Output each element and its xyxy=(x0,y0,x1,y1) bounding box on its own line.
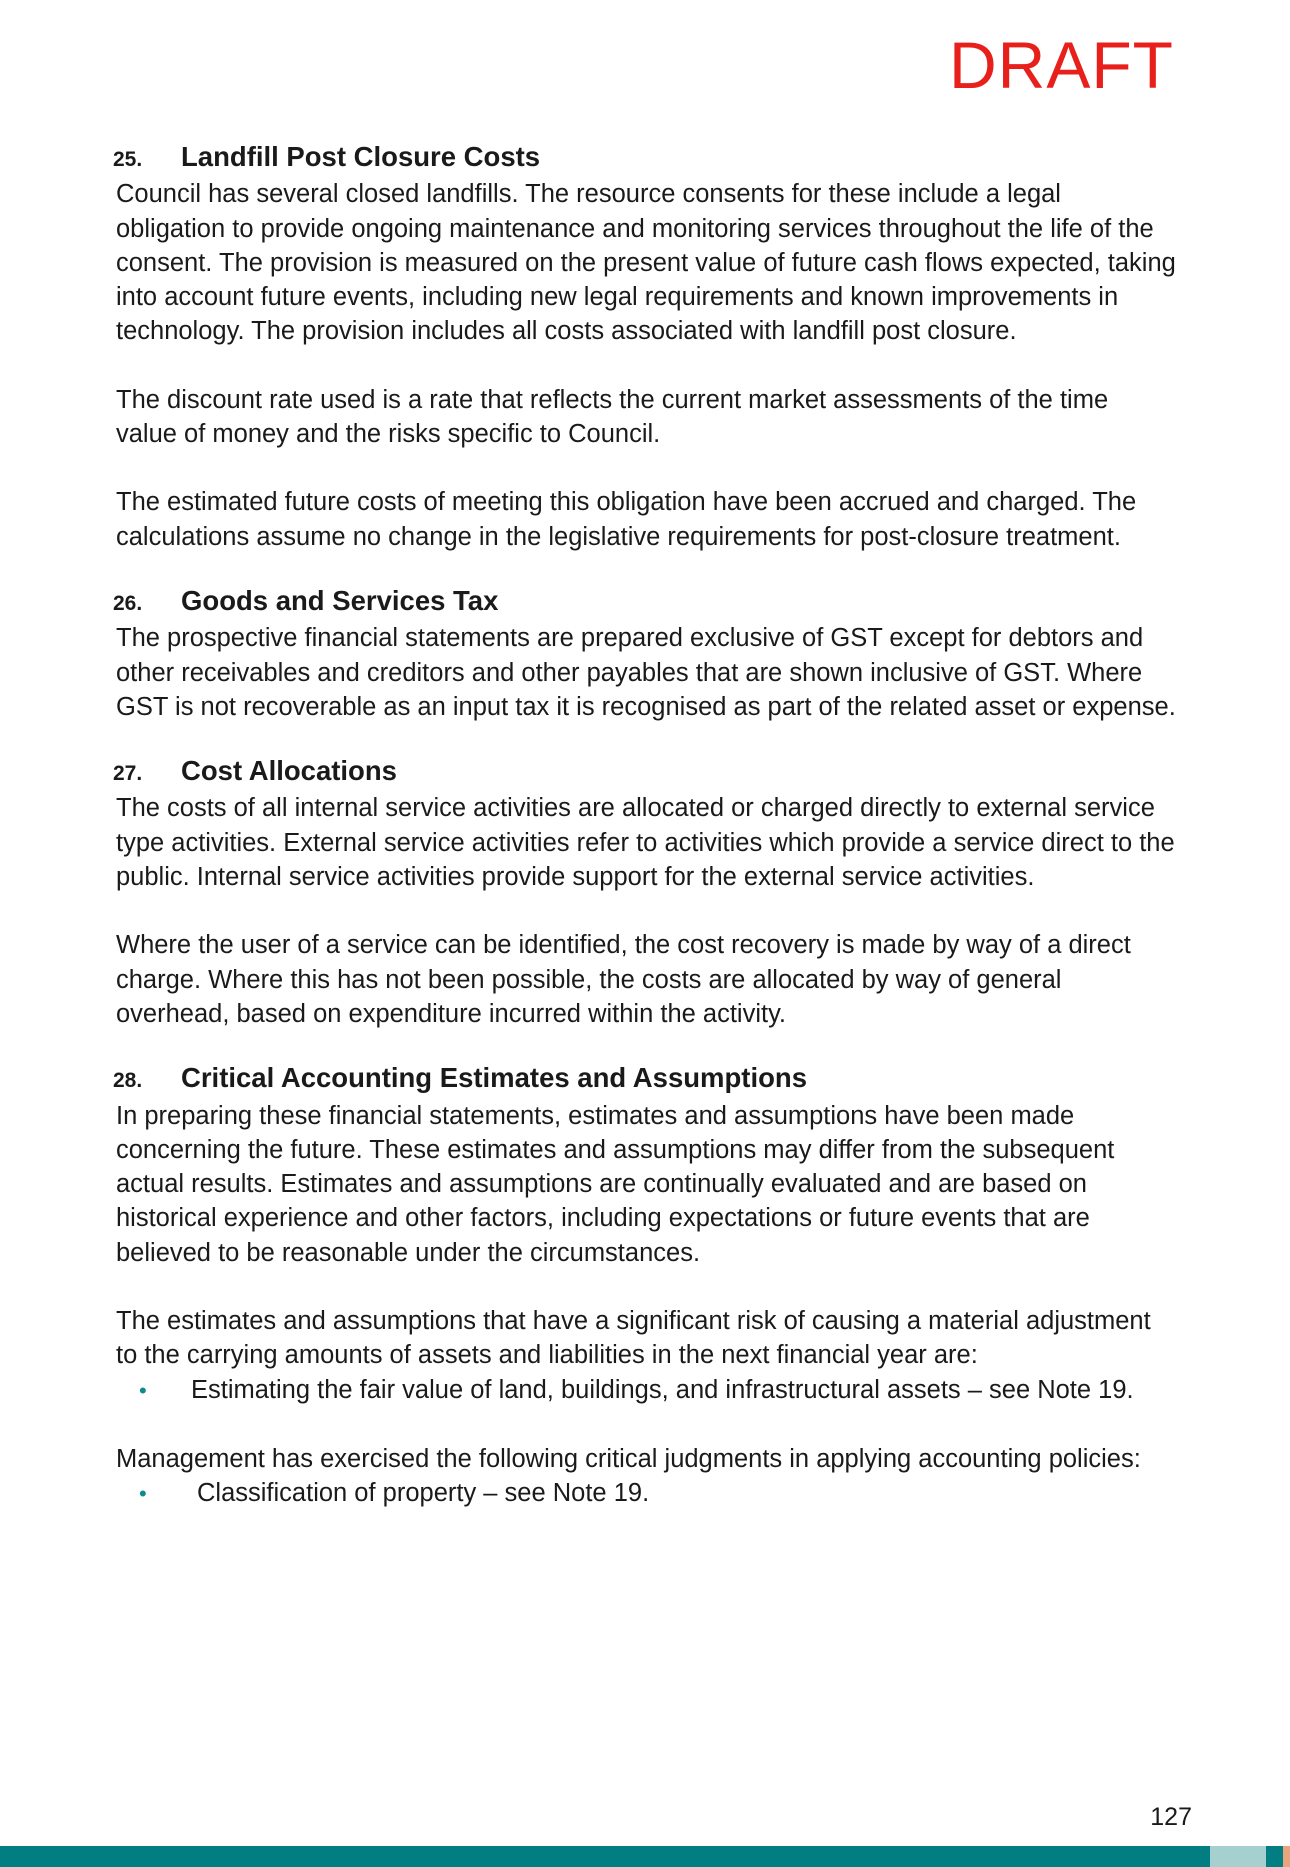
draft-watermark: DRAFT xyxy=(949,28,1174,102)
section-27 xyxy=(113,754,1176,1031)
section-heading xyxy=(113,754,1176,791)
list-item xyxy=(139,1373,1176,1408)
paragraph: Council has several closed landfills. The resource consents for these include a legal obligation to provide ongoing maintenance and monitoring services throughout the life of the consent. The provision is measured on the present value of future cash flows expected, taking into account future events, including new legal requirements and known improvements in technology. The provision includes all costs associated with landfill post closure. xyxy=(116,180,1176,346)
footer-accent-orange xyxy=(1283,1846,1290,1867)
paragraph: In preparing these financial statements, estimates and assumptions have been made concerning the future. These estimates and assumptions may differ from the subsequent actual results. Estimates and assumptions are continually evaluated and are based on historical experience and other factors, including expectations or future events that are believed to be reasonable under the circumstances. xyxy=(116,1101,1115,1267)
section-25 xyxy=(113,140,1176,554)
paragraph: Management has exercised the following critical judgments in applying accounting policies: xyxy=(116,1444,1141,1473)
footer-bar xyxy=(0,1846,1290,1867)
section-28 xyxy=(113,1061,1176,1511)
section-number: 26. xyxy=(113,591,143,615)
section-number: 25. xyxy=(113,148,143,171)
section-heading xyxy=(113,140,1176,177)
list-item xyxy=(139,1476,1176,1511)
footer-accent-light xyxy=(1210,1846,1266,1867)
section-title: Critical Accounting Estimates and Assumptions xyxy=(181,1062,807,1094)
bullet-icon: • xyxy=(139,1481,147,1507)
section-heading xyxy=(113,1061,1176,1098)
section-title: Cost Allocations xyxy=(181,755,397,787)
section-number: 28. xyxy=(113,1069,143,1093)
list-item-text: Estimating the fair value of land, buildings, and infrastructural assets – see Note 19. xyxy=(191,1375,1134,1404)
document-body xyxy=(113,140,1176,1542)
section-title: Goods and Services Tax xyxy=(181,584,499,616)
paragraph: The prospective financial statements are prepared exclusive of GST except for debtors and other receivables and creditors and other payables that are shown inclusive of GST. Where GST is not recoverable as an input tax it is recognised as part of the related asset or expense. xyxy=(116,624,1176,721)
paragraph: The discount rate used is a rate that reflects the current market assessments of the time value of money and the risks specific to Council. xyxy=(116,385,1109,449)
page-number: 127 xyxy=(1150,1803,1192,1831)
paragraph: The estimated future costs of meeting this obligation have been accrued and charged. The calculations assume no change in the legislative requirements for post-closure treatment. xyxy=(116,488,1137,551)
section-26 xyxy=(113,584,1176,724)
section-title: Landfill Post Closure Costs xyxy=(181,141,541,172)
paragraph: The costs of all internal service activities are allocated or charged directly to external service type activities. External service activities refer to activities which provide a service direct to the public. Internal service activities provide support for the external service activities. xyxy=(116,794,1175,892)
bullet-icon: • xyxy=(139,1377,147,1403)
section-heading xyxy=(113,584,1176,621)
paragraph: The estimates and assumptions that have a significant risk of causing a material adjustment to the carrying amounts of assets and liabilities in the next financial year are: xyxy=(116,1307,1151,1370)
list-item-text: Classification of property – see Note 19. xyxy=(197,1479,650,1508)
paragraph: Where the user of a service can be identified, the cost recovery is made by way of a direct charge. Where this has not been possible, the costs are allocated by way of general overhead, based on expenditure incurred within the activity. xyxy=(116,931,1131,1028)
section-number: 27. xyxy=(113,762,143,786)
